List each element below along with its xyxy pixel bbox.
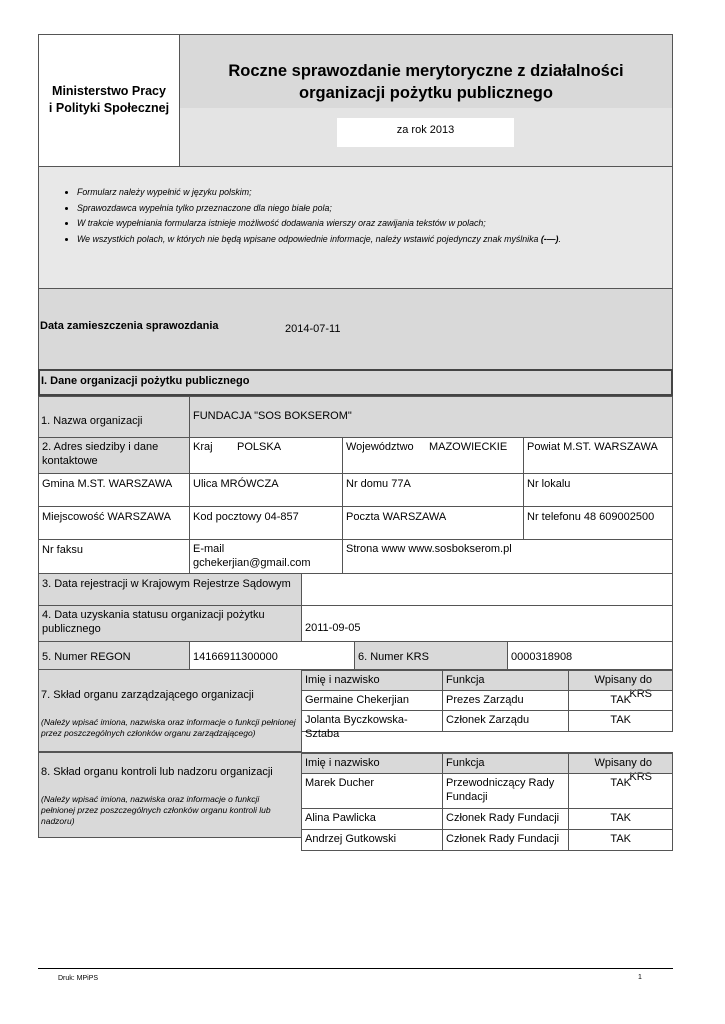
board-member-name[interactable]: Germaine Chekerjian — [301, 690, 443, 711]
house-number-field[interactable]: Nr domu 77A — [342, 473, 524, 507]
address-label: 2. Adres siedziby i dane kontaktowe — [38, 437, 190, 474]
website-field[interactable]: Strona www www.sosbokserom.pl — [342, 539, 673, 574]
report-year-field[interactable]: za rok 2013 — [337, 118, 514, 147]
supervisory-member-function[interactable]: Przewodniczący Rady Fundacji — [442, 773, 569, 809]
section-1-title: I. Dane organizacji pożytku publicznego — [41, 375, 250, 387]
county-field[interactable]: Powiat M.ST. WARSZAWA — [523, 437, 673, 474]
supervisory-member-krs[interactable]: TAK — [568, 808, 673, 830]
ministry-line-1: Ministerstwo Pracy — [52, 84, 166, 98]
commune-field[interactable]: Gmina M.ST. WARSZAWA — [38, 473, 190, 507]
city-field[interactable]: Miejscowość WARSZAWA — [38, 506, 190, 540]
supervisory-member-krs[interactable]: TAK — [568, 829, 673, 851]
postal-code-field[interactable]: Kod pocztowy 04-857 — [189, 506, 343, 540]
instruction-item: • Sprawozdawca wypełnia tylko przeznaczone dla niego białe pola; — [77, 201, 672, 217]
phone-field[interactable]: Nr telefonu 48 609002500 — [523, 506, 673, 540]
supervisory-member-function[interactable]: Członek Rady Fundacji — [442, 829, 569, 851]
krs-registration-value[interactable] — [301, 573, 673, 606]
board-header-function: Funkcja — [442, 670, 569, 691]
email-field[interactable] — [189, 539, 343, 574]
report-title-line-1: Roczne sprawozdanie merytoryczne z działalności — [228, 62, 624, 80]
publish-date-value[interactable]: 2014-07-11 — [285, 323, 341, 335]
board-header-name: Imię i nazwisko — [301, 670, 443, 691]
krs-number-value[interactable]: 0000318908 — [507, 641, 673, 670]
regon-label: 5. Numer REGON — [38, 641, 190, 670]
krs-number-label: 6. Numer KRS — [354, 641, 508, 670]
supervisory-member-name[interactable]: Marek Ducher — [301, 773, 443, 809]
post-office-field[interactable]: Poczta WARSZAWA — [342, 506, 524, 540]
supervisory-label-box — [38, 752, 302, 838]
org-name-value[interactable]: FUNDACJA "SOS BOKSEROM" — [189, 396, 673, 438]
board-header-krs: Wpisany do KRS — [568, 670, 673, 691]
instruction-item: • W trakcie wypełniania formularza istnieje możliwość dodawania wierszy oraz zawijania tekstów w polach; — [77, 216, 672, 232]
org-name-label: 1. Nazwa organizacji — [38, 396, 190, 438]
fax-field[interactable]: Nr faksu — [38, 539, 190, 574]
opp-status-label: 4. Data uzyskania statusu organizacji pożytku publicznego — [38, 605, 302, 642]
publish-date-label: Data zamieszczenia sprawozdania — [40, 320, 219, 332]
regon-value[interactable]: 14166911300000 — [189, 641, 355, 670]
board-label-box — [38, 669, 302, 752]
email-label: E-mail — [193, 543, 225, 555]
supervisory-header-krs: Wpisany do KRS — [568, 753, 673, 774]
footer-rule — [38, 968, 673, 969]
supervisory-note: (Należy wpisać imiona, nazwiska oraz informacje o funkcji pełnionej przez poszczególnych członków organu kontroli lub nadzoru) — [41, 794, 271, 826]
email-value: gchekerjian@gmail.com — [193, 557, 311, 569]
dash-symbol: (-—) — [540, 233, 559, 244]
supervisory-label: 8. Skład organu kontroli lub nadzoru organizacji — [41, 766, 273, 778]
country-field[interactable]: Kraj POLSKA — [189, 437, 343, 474]
instructions-box — [38, 166, 673, 289]
footer-print-label: Druk: MPiPS — [58, 975, 99, 982]
instruction-item: • We wszystkich polach, w których nie będą wpisane odpowiednie informacje, należy wstawić pojedynczy znak myślnika (-—). — [77, 232, 672, 248]
board-note: (Należy wpisać imiona, nazwiska oraz informacje o funkcji pełnionej przez poszczególnych członków organu zarządzającego) — [41, 717, 296, 738]
board-member-name[interactable]: Jolanta Byczkowska-Sztaba — [301, 710, 443, 732]
board-member-krs[interactable]: TAK — [568, 710, 673, 732]
board-member-function[interactable]: Członek Zarządu — [442, 710, 569, 732]
board-member-krs[interactable]: TAK — [568, 690, 673, 711]
supervisory-member-name[interactable]: Andrzej Gutkowski — [301, 829, 443, 851]
report-title — [180, 60, 672, 104]
section-1-header — [38, 369, 673, 396]
report-title-line-2: organizacji pożytku publicznego — [299, 84, 553, 102]
supervisory-header-name: Imię i nazwisko — [301, 753, 443, 774]
board-label: 7. Skład organu zarządzającego organizacji — [41, 689, 254, 701]
page-number: 1 — [638, 974, 642, 981]
voivodeship-field[interactable]: Województwo MAZOWIECKIE — [342, 437, 524, 474]
krs-registration-label: 3. Data rejestracji w Krajowym Rejestrze Sądowym — [38, 573, 302, 606]
street-field[interactable]: Ulica MRÓWCZA — [189, 473, 343, 507]
supervisory-header-function: Funkcja — [442, 753, 569, 774]
instruction-period: . — [558, 233, 561, 244]
ministry-line-2: i Polityki Społecznej — [48, 101, 170, 115]
apartment-number-field[interactable]: Nr lokalu — [523, 473, 673, 507]
board-empty-row[interactable] — [301, 731, 673, 753]
supervisory-member-function[interactable]: Członek Rady Fundacji — [442, 808, 569, 830]
opp-status-value[interactable]: 2011-09-05 — [301, 605, 673, 642]
board-member-function[interactable]: Prezes Zarządu — [442, 690, 569, 711]
supervisory-member-krs[interactable]: TAK — [568, 773, 673, 809]
ministry-name — [38, 83, 180, 117]
instruction-item: • Formularz należy wypełnić w języku polskim; — [77, 185, 672, 201]
supervisory-member-name[interactable]: Alina Pawlicka — [301, 808, 443, 830]
